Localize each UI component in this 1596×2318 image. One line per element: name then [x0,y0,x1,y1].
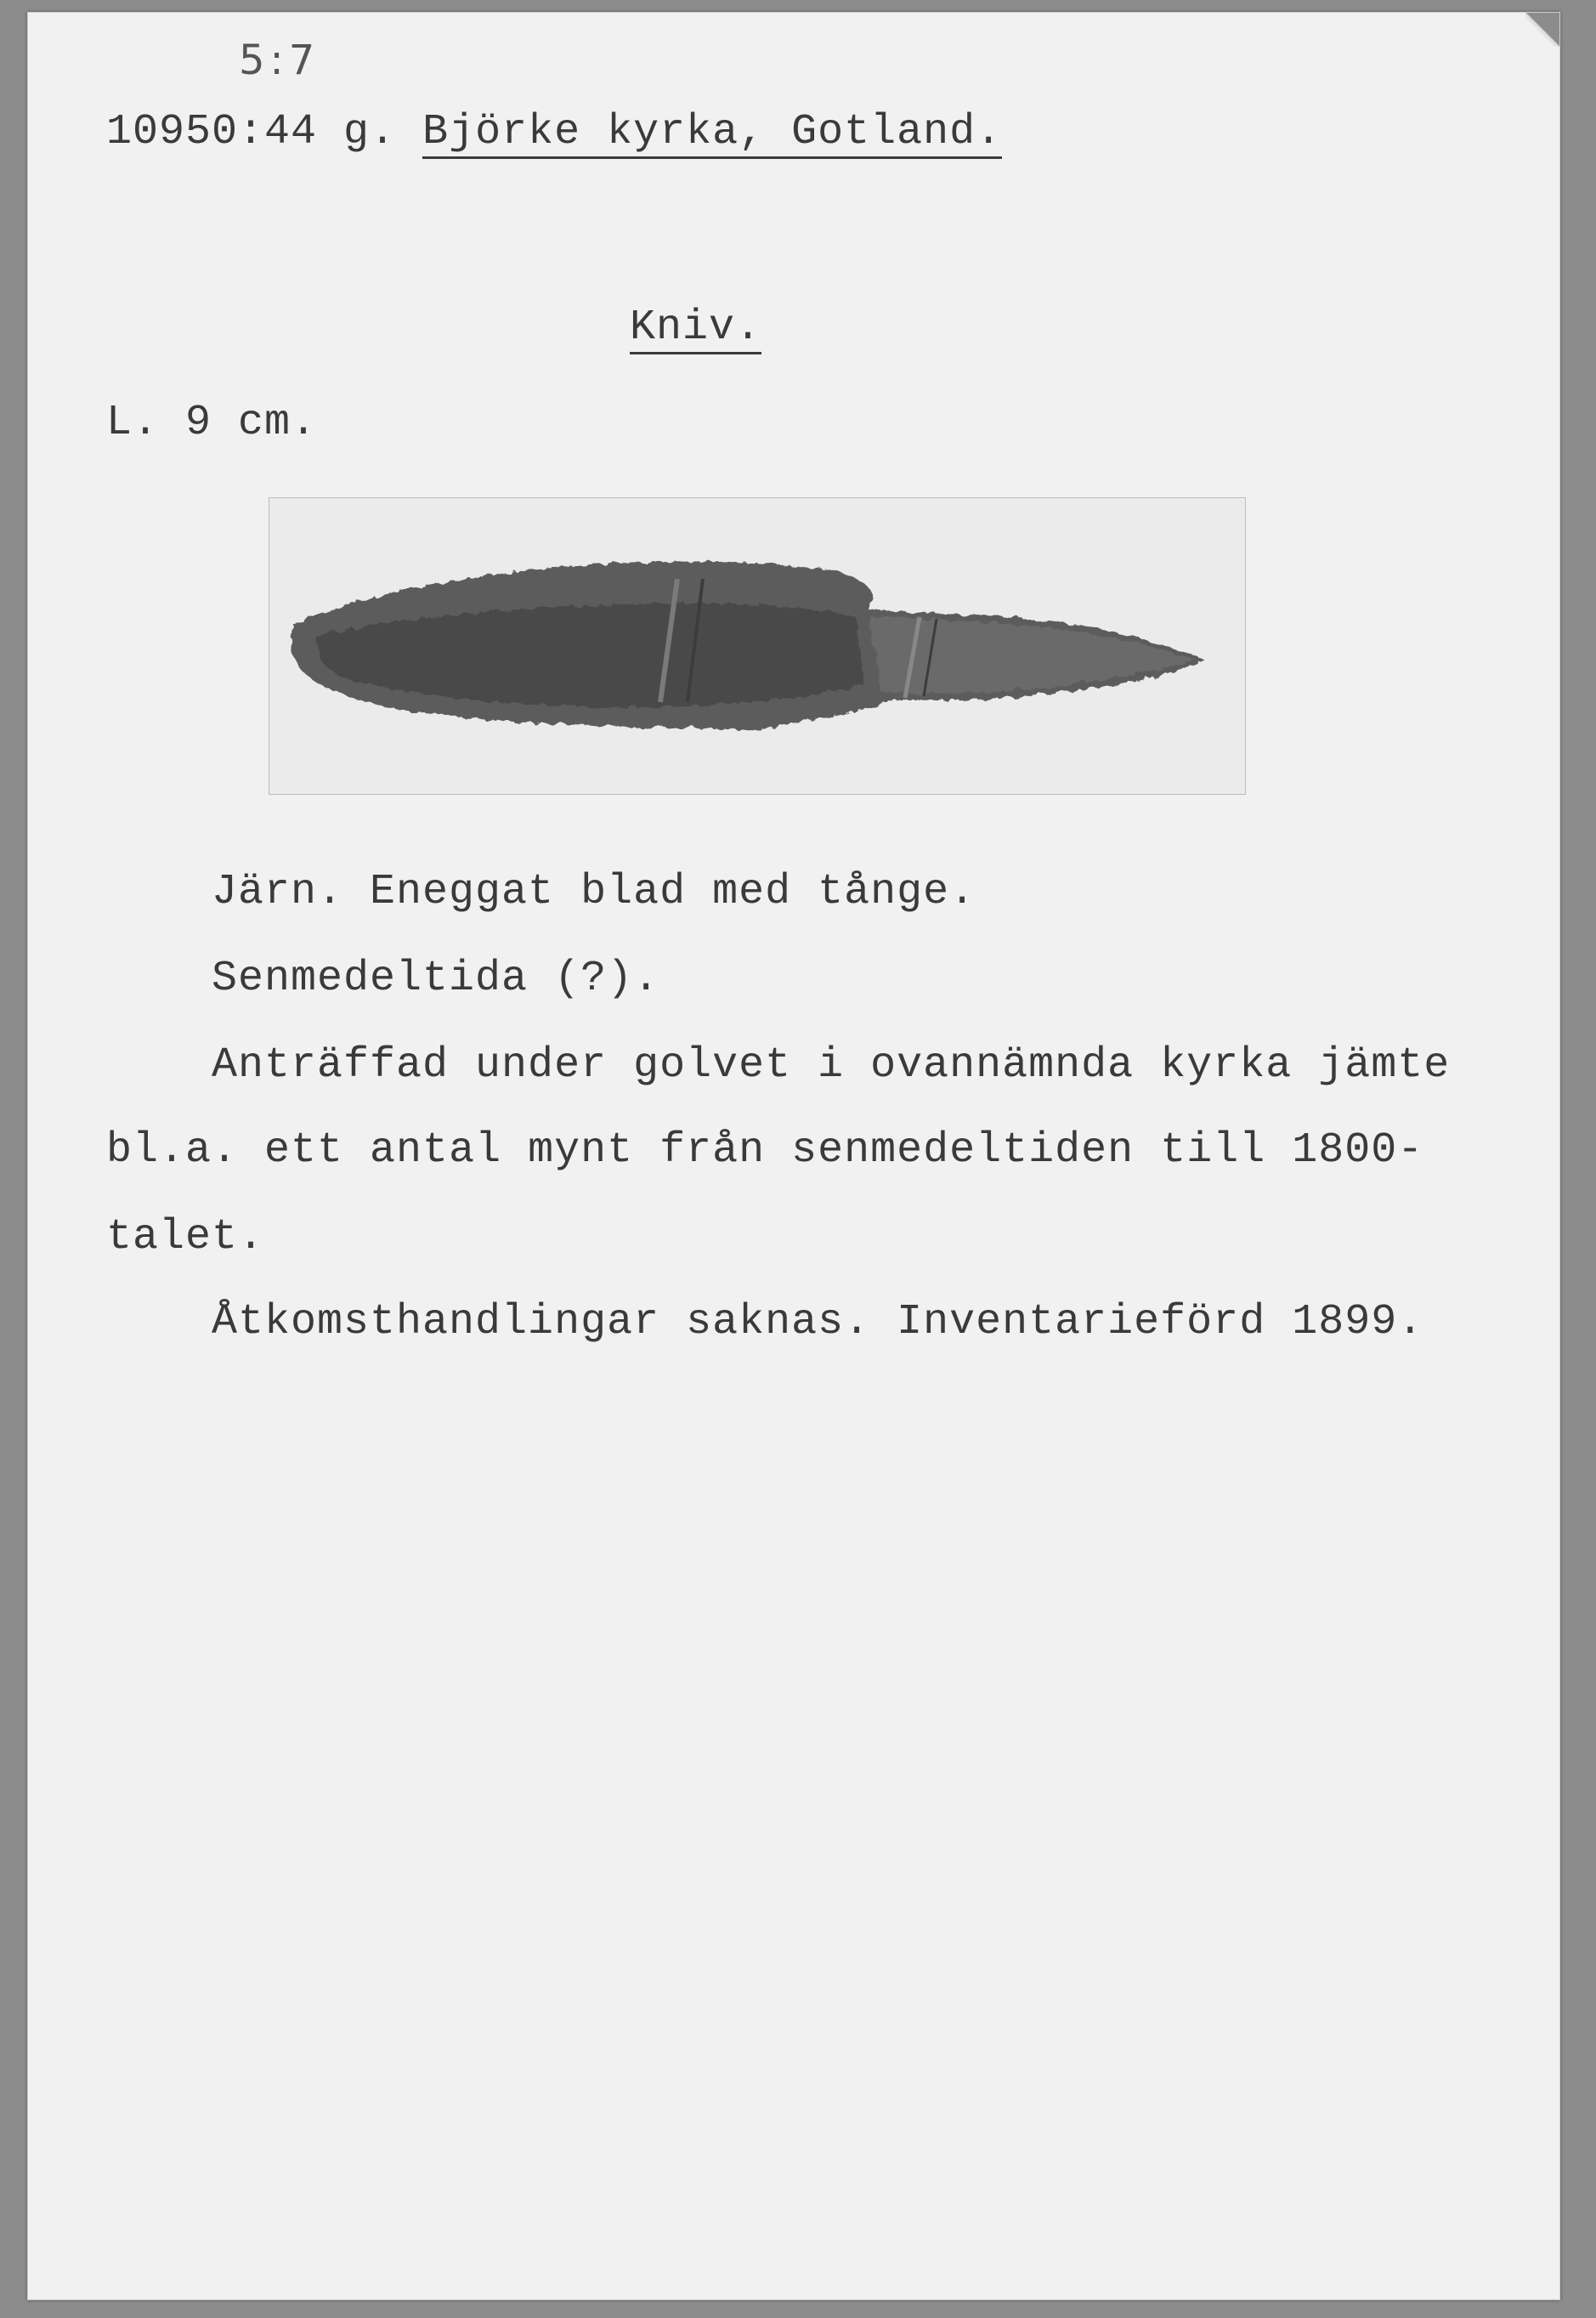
iron-knife-photo-icon [269,498,1245,794]
description-line-6: Åtkomsthandlingar saknas. Inventarieförd 1899. [212,1298,1424,1346]
catalog-card [27,12,1560,2300]
object-title-wrap [630,303,761,352]
catalog-header [106,108,1002,156]
description-line-1: Järn. Eneggat blad med tånge. [212,868,976,916]
description-line-3: Anträffad under golvet i ovannämnda kyrka jämte [212,1041,1451,1090]
object-length: L. 9 cm. [106,399,318,447]
catalog-number: 10950:44 g. [106,108,397,156]
description-line-2: Senmedeltida (?). [212,955,660,1003]
handwritten-mark: 5:7 [239,37,320,84]
folded-corner [1525,13,1559,47]
object-title: Kniv. [630,303,761,354]
object-photo [269,497,1246,795]
description-line-5: talet. [106,1213,265,1261]
location: Björke kyrka, Gotland. [422,108,1002,159]
description-line-4: bl.a. ett antal mynt från senmedeltiden till 1800- [106,1126,1424,1175]
